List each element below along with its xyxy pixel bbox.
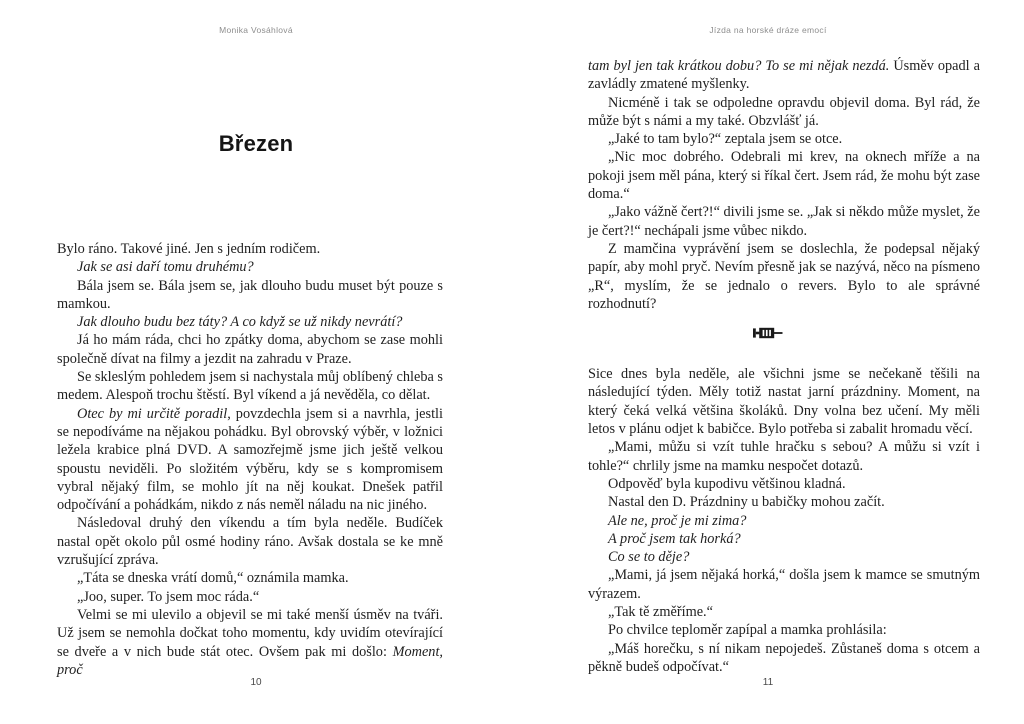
page-number-right: 11 (762, 677, 774, 688)
paragraph (588, 512, 980, 530)
paragraph (588, 365, 980, 438)
right-page (512, 0, 1024, 724)
text-segment: „Jako vážně čert?!“ divili jsme se. „Jak si někdo může myslet, že je čert?!“ nechápali jsme vůbec nikdo. (588, 204, 980, 239)
paragraph (57, 405, 443, 515)
right-text-after-separator (588, 365, 980, 676)
paragraph (57, 331, 443, 368)
page-number-left: 10 (250, 677, 262, 688)
text-segment: „Nic moc dobrého. Odebrali mi krev, na oknech mříže a na pokoji jsem měl pána, který si říkal čert. Jsem rád, že mohu být zase doma.“ (588, 149, 980, 203)
paragraph (57, 368, 443, 405)
text-segment: Bála jsem se. Bála jsem se, jak dlouho budu muset být pouze s mamkou. (57, 277, 443, 312)
syringe-icon (753, 327, 784, 339)
text-segment: Já ho mám ráda, chci ho zpátky doma, abychom se zase mohli společně dívat na filmy a jezdit na zahradu v Praze. (57, 332, 443, 367)
text-segment: „Máš horečku, s ní nikam nepojedeš. Zůstaneš doma s otcem a pěkně budeš odpočívat.“ (588, 640, 980, 675)
italic-text-segment: tam byl jen tak krátkou dobu? To se mi nějak nezdá. (588, 58, 890, 74)
paragraph (57, 240, 443, 258)
paragraph (588, 130, 980, 148)
italic-text-segment: Ale ne, proč je mi zima? (608, 512, 747, 529)
paragraph (588, 493, 980, 511)
text-segment: „Mami, můžu si vzít tuhle hračku s sebou? A můžu si vzít i tohle?“ chrlily jsme na mamku nespočet dotazů. (588, 439, 980, 474)
paragraph (588, 566, 980, 603)
italic-text-segment: Moment, proč (57, 643, 443, 678)
text-segment: „Tak tě změříme.“ (608, 604, 713, 621)
paragraph (57, 606, 443, 679)
paragraph (57, 569, 443, 587)
text-segment: Sice dnes byla neděle, ale všichni jsme se nečekaně těšili na následující týden. Měly totiž nastat jarní prázdniny. Moment, na který čeká velká většina školáků. Dny volna bez učení. My měli letos v plánu odjet k babičce. Bylo potřeba si zabalit hromadu věcí. (588, 366, 980, 438)
paragraph (588, 94, 980, 131)
text-segment: Velmi se mi ulevilo a objevil se mi také menší úsměv na tváři. Už jsem se nemohla dočkat toho momentu, kdy uvidím otevírající se dveře a v nich bude stát otec. Ovšem pak mi došlo: (57, 606, 443, 660)
text-segment: „Joo, super. To jsem moc ráda.“ (77, 588, 260, 605)
text-segment: „Jaké to tam bylo?“ zeptala jsem se otce. (608, 131, 843, 148)
scene-separator (572, 327, 964, 339)
text-segment: Po chvilce teploměr zapípal a mamka prohlásila: (608, 622, 887, 639)
text-segment: Nastal den D. Prázdniny u babičky mohou začít. (608, 494, 885, 511)
text-segment: Následoval druhý den víkendu a tím byla neděle. Budíček nastal opět okolo půl osmé hodiny ráno. Avšak dostala se ke mně vzrušující zpráva. (57, 515, 443, 569)
right-text-column (588, 57, 980, 676)
paragraph (588, 530, 980, 548)
running-header-chapter: Jízda na horské dráze emocí (709, 25, 827, 35)
text-segment: Se skleslým pohledem jsem si nachystala můj oblíbený chleba s medem. Alespoň trochu štěstí. Byl víkend a já nevěděla, co dělat. (57, 369, 443, 404)
paragraph (588, 438, 980, 475)
italic-text-segment: Co se to děje? (608, 549, 690, 566)
paragraph (57, 588, 443, 606)
text-segment: Úsměv opadl a zavládly zmatené myšlenky. (588, 58, 980, 93)
left-text-column (57, 240, 443, 679)
text-segment: „Táta se dneska vrátí domů,“ oznámila mamka. (77, 570, 349, 587)
paragraph (588, 240, 980, 313)
paragraph (588, 57, 980, 94)
text-segment: Z mamčina vyprávění jsem se doslechla, že podepsal nějaký papír, aby mohl pryč. Nevím přesně jak se nazývá, něco na písmeno „R“, myslím, že se jednalo o revers. Bylo to ale správné rozhodnutí? (588, 240, 980, 312)
paragraph (588, 548, 980, 566)
paragraph (57, 313, 443, 331)
paragraph (588, 148, 980, 203)
paragraph (588, 621, 980, 639)
italic-text-segment: Jak se asi daří tomu druhému? (77, 259, 254, 276)
right-text-before-separator (588, 57, 980, 313)
text-segment: Nicméně i tak se odpoledne opravdu objevil doma. Byl rád, že může být s námi a my také. Obzvlášť já. (588, 94, 980, 129)
chapter-title: Březen (218, 131, 294, 156)
paragraph (57, 277, 443, 314)
text-segment: , povzdechla jsem si a navrhla, jestli se nepodíváme na nějakou pohádku. Byl obrovský výběr, v ložnici ležela krabice plná DVD. A samozřejmě jsme jich ještě velkou spoustu neviděli. Po složitém výběru, kdy se s kompromisem vybral nějaký film, se mohlo jít na něj koukat. Dnešek patřil odpočívání a pohádkám, nikdo z nás neměl náladu na nic jiného. (57, 405, 443, 514)
running-header-author: Monika Vosáhlová (219, 25, 293, 35)
italic-text-segment: A proč jsem tak horká? (608, 530, 741, 547)
text-segment: Bylo ráno. Takové jiné. Jen s jedním rodičem. (57, 241, 321, 257)
paragraph (588, 203, 980, 240)
text-segment: „Mami, já jsem nějaká horká,“ došla jsem k mamce se smutným výrazem. (588, 567, 980, 602)
italic-text-segment: Jak dlouho budu bez táty? A co když se už nikdy nevrátí? (77, 314, 403, 331)
paragraph (57, 258, 443, 276)
text-segment: Odpověď byla kupodivu většinou kladná. (608, 475, 846, 492)
italic-text-segment: Otec by mi určitě poradil (77, 405, 228, 422)
paragraph (588, 603, 980, 621)
paragraph (588, 640, 980, 677)
paragraph (57, 514, 443, 569)
paragraph (588, 475, 980, 493)
